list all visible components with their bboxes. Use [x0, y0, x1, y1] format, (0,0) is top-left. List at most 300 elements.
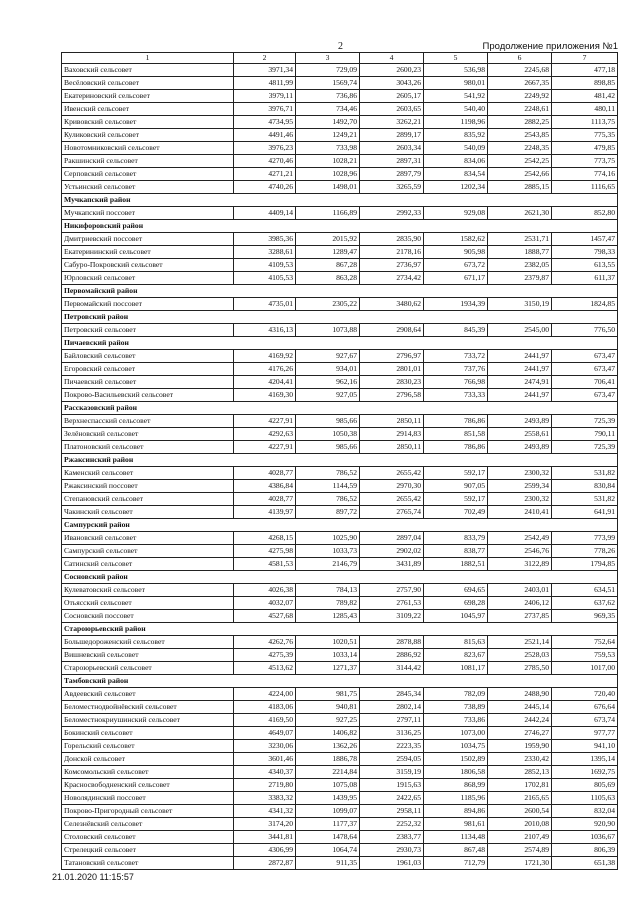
- settlement-name: Пичаевский сельсовет: [62, 376, 234, 389]
- value-cell: 2305,22: [296, 298, 360, 311]
- value-cell: 733,98: [296, 142, 360, 155]
- district-name: Тамбовский район: [62, 675, 618, 688]
- value-cell: 778,26: [552, 545, 618, 558]
- value-cell: 2603,65: [360, 103, 424, 116]
- value-cell: 712,79: [424, 857, 488, 870]
- value-cell: 673,74: [552, 714, 618, 727]
- value-cell: 531,82: [552, 493, 618, 506]
- value-cell: 4105,53: [234, 272, 296, 285]
- district-name: Никифоровский район: [62, 220, 618, 233]
- table-row: [62, 272, 618, 285]
- table-row: [62, 753, 618, 766]
- value-cell: 2546,76: [488, 545, 552, 558]
- appendix-label: Продолжение приложения №1: [482, 41, 618, 52]
- value-cell: 2970,30: [360, 480, 424, 493]
- settlement-name: Мучкапский поссовет: [62, 207, 234, 220]
- value-cell: 3480,62: [360, 298, 424, 311]
- value-cell: 1271,37: [296, 662, 360, 675]
- table-row: [62, 818, 618, 831]
- value-cell: 1249,21: [296, 129, 360, 142]
- value-cell: 2908,64: [360, 324, 424, 337]
- value-cell: 907,05: [424, 480, 488, 493]
- value-cell: 1457,47: [552, 233, 618, 246]
- value-cell: 798,33: [552, 246, 618, 259]
- value-cell: 927,05: [296, 389, 360, 402]
- column-header: 5: [424, 53, 488, 64]
- value-cell: 805,69: [552, 779, 618, 792]
- table-row: [62, 168, 618, 181]
- table-row: [62, 324, 618, 337]
- value-cell: 969,35: [552, 610, 618, 623]
- value-cell: 977,77: [552, 727, 618, 740]
- table-row: [62, 103, 618, 116]
- district-name: Рассказовский район: [62, 402, 618, 415]
- settlement-name: Ивановский сельсовет: [62, 532, 234, 545]
- value-cell: 2521,14: [488, 636, 552, 649]
- value-cell: 4581,53: [234, 558, 296, 571]
- value-cell: 4032,07: [234, 597, 296, 610]
- value-cell: 1105,63: [552, 792, 618, 805]
- value-cell: 651,38: [552, 857, 618, 870]
- value-cell: 3265,59: [360, 181, 424, 194]
- value-cell: 2493,89: [488, 441, 552, 454]
- value-cell: 592,17: [424, 493, 488, 506]
- value-cell: 815,63: [424, 636, 488, 649]
- value-cell: 962,16: [296, 376, 360, 389]
- value-cell: 2594,05: [360, 753, 424, 766]
- value-cell: 4386,84: [234, 480, 296, 493]
- value-cell: 773,75: [552, 155, 618, 168]
- value-cell: 3441,81: [234, 831, 296, 844]
- value-cell: 2765,74: [360, 506, 424, 519]
- value-cell: 479,85: [552, 142, 618, 155]
- value-cell: 4270,46: [234, 155, 296, 168]
- value-cell: 3144,42: [360, 662, 424, 675]
- value-cell: 905,98: [424, 246, 488, 259]
- table-row: [62, 415, 618, 428]
- value-cell: 1033,73: [296, 545, 360, 558]
- settlement-name: Первомайский поссовет: [62, 298, 234, 311]
- value-cell: 911,35: [296, 857, 360, 870]
- value-cell: 2796,58: [360, 389, 424, 402]
- value-cell: 834,06: [424, 155, 488, 168]
- value-cell: 4275,39: [234, 649, 296, 662]
- table-row: [62, 766, 618, 779]
- value-cell: 4292,63: [234, 428, 296, 441]
- value-cell: 2330,42: [488, 753, 552, 766]
- table-row: [62, 155, 618, 168]
- settlement-name: Куликовский сельсовет: [62, 129, 234, 142]
- value-cell: 2442,24: [488, 714, 552, 727]
- value-cell: 1064,74: [296, 844, 360, 857]
- column-header: 4: [360, 53, 424, 64]
- table-row: [62, 129, 618, 142]
- value-cell: 786,52: [296, 493, 360, 506]
- settlement-name: Петровский сельсовет: [62, 324, 234, 337]
- value-cell: 1882,51: [424, 558, 488, 571]
- value-cell: 733,33: [424, 389, 488, 402]
- value-cell: 2223,35: [360, 740, 424, 753]
- value-cell: 898,85: [552, 77, 618, 90]
- value-cell: 1033,14: [296, 649, 360, 662]
- table-row: [62, 207, 618, 220]
- value-cell: 1285,43: [296, 610, 360, 623]
- value-cell: 2599,34: [488, 480, 552, 493]
- table-row: [62, 298, 618, 311]
- table-row: [62, 688, 618, 701]
- value-cell: 1721,30: [488, 857, 552, 870]
- value-cell: 1569,74: [296, 77, 360, 90]
- value-cell: 4227,91: [234, 441, 296, 454]
- value-cell: 2992,33: [360, 207, 424, 220]
- table-row: [62, 376, 618, 389]
- value-cell: 2958,11: [360, 805, 424, 818]
- value-cell: 1144,59: [296, 480, 360, 493]
- value-cell: 823,67: [424, 649, 488, 662]
- value-cell: 4649,07: [234, 727, 296, 740]
- settlement-name: Селезнёвский сельсовет: [62, 818, 234, 831]
- value-cell: 729,09: [296, 64, 360, 77]
- district-name: Ржаксинский район: [62, 454, 618, 467]
- settlement-name: Зелёновский сельсовет: [62, 428, 234, 441]
- value-cell: 1050,38: [296, 428, 360, 441]
- value-cell: 835,92: [424, 129, 488, 142]
- value-cell: 3976,23: [234, 142, 296, 155]
- district-row: [62, 519, 618, 532]
- value-cell: 1185,96: [424, 792, 488, 805]
- value-cell: 4028,77: [234, 493, 296, 506]
- value-cell: 4169,50: [234, 714, 296, 727]
- settlement-name: Чакинский сельсовет: [62, 506, 234, 519]
- value-cell: 4409,14: [234, 207, 296, 220]
- value-cell: 1961,03: [360, 857, 424, 870]
- value-cell: 2015,92: [296, 233, 360, 246]
- value-cell: 3979,11: [234, 90, 296, 103]
- value-cell: 3431,89: [360, 558, 424, 571]
- value-cell: 2621,30: [488, 207, 552, 220]
- value-cell: 2406,12: [488, 597, 552, 610]
- value-cell: 1692,75: [552, 766, 618, 779]
- value-cell: 782,09: [424, 688, 488, 701]
- settlement-name: Красносвободненский сельсовет: [62, 779, 234, 792]
- value-cell: 981,75: [296, 688, 360, 701]
- table-row: [62, 636, 618, 649]
- district-name: Пичаевский район: [62, 337, 618, 350]
- district-row: [62, 220, 618, 233]
- value-cell: 2897,31: [360, 155, 424, 168]
- value-cell: 4262,76: [234, 636, 296, 649]
- value-cell: 786,86: [424, 415, 488, 428]
- value-cell: 4268,15: [234, 532, 296, 545]
- value-cell: 940,81: [296, 701, 360, 714]
- value-cell: 2796,97: [360, 350, 424, 363]
- value-cell: 4028,77: [234, 467, 296, 480]
- value-cell: 4224,00: [234, 688, 296, 701]
- value-cell: 4734,95: [234, 116, 296, 129]
- value-cell: 1395,14: [552, 753, 618, 766]
- value-cell: 2245,68: [488, 64, 552, 77]
- value-cell: 1806,58: [424, 766, 488, 779]
- value-cell: 1017,00: [552, 662, 618, 675]
- table-row: [62, 779, 618, 792]
- value-cell: 2746,27: [488, 727, 552, 740]
- table-row: [62, 259, 618, 272]
- value-cell: 980,01: [424, 77, 488, 90]
- district-row: [62, 337, 618, 350]
- value-cell: 2872,87: [234, 857, 296, 870]
- settlement-name: Каменский сельсовет: [62, 467, 234, 480]
- value-cell: 1036,67: [552, 831, 618, 844]
- value-cell: 3150,19: [488, 298, 552, 311]
- table-row: [62, 506, 618, 519]
- value-cell: 2761,53: [360, 597, 424, 610]
- value-cell: 2300,32: [488, 493, 552, 506]
- district-row: [62, 194, 618, 207]
- value-cell: 673,47: [552, 389, 618, 402]
- table-row: [62, 558, 618, 571]
- value-cell: 611,37: [552, 272, 618, 285]
- value-cell: 867,28: [296, 259, 360, 272]
- settlement-name: Новотомниковский сельсовет: [62, 142, 234, 155]
- value-cell: 1702,81: [488, 779, 552, 792]
- table-row: [62, 480, 618, 493]
- settlement-name: Екатерининский сельсовет: [62, 246, 234, 259]
- column-header: 6: [488, 53, 552, 64]
- value-cell: 733,72: [424, 350, 488, 363]
- column-header: 3: [296, 53, 360, 64]
- value-cell: 2441,97: [488, 350, 552, 363]
- value-cell: 1177,37: [296, 818, 360, 831]
- table-row: [62, 142, 618, 155]
- value-cell: 2835,90: [360, 233, 424, 246]
- value-cell: 2403,01: [488, 584, 552, 597]
- value-cell: 934,01: [296, 363, 360, 376]
- settlement-name: Платоновский сельсовет: [62, 441, 234, 454]
- value-cell: 790,11: [552, 428, 618, 441]
- value-cell: 2845,34: [360, 688, 424, 701]
- value-cell: 2797,11: [360, 714, 424, 727]
- value-cell: 536,98: [424, 64, 488, 77]
- value-cell: 1824,85: [552, 298, 618, 311]
- value-cell: 1959,90: [488, 740, 552, 753]
- table-row: [62, 844, 618, 857]
- value-cell: 2878,88: [360, 636, 424, 649]
- value-cell: 894,86: [424, 805, 488, 818]
- value-cell: 786,52: [296, 467, 360, 480]
- value-cell: 863,28: [296, 272, 360, 285]
- settlement-name: Устьинский сельсовет: [62, 181, 234, 194]
- value-cell: 833,79: [424, 532, 488, 545]
- district-row: [62, 285, 618, 298]
- settlement-name: Кулеватовский сельсовет: [62, 584, 234, 597]
- value-cell: 2897,04: [360, 532, 424, 545]
- value-cell: 737,76: [424, 363, 488, 376]
- value-cell: 2930,73: [360, 844, 424, 857]
- table-row: [62, 584, 618, 597]
- value-cell: 2252,32: [360, 818, 424, 831]
- value-cell: 2300,32: [488, 467, 552, 480]
- value-cell: 706,41: [552, 376, 618, 389]
- value-cell: 1166,89: [296, 207, 360, 220]
- settlement-name: Вишневский сельсовет: [62, 649, 234, 662]
- value-cell: 4341,32: [234, 805, 296, 818]
- value-cell: 2542,25: [488, 155, 552, 168]
- value-cell: 2248,35: [488, 142, 552, 155]
- value-cell: 1075,08: [296, 779, 360, 792]
- value-cell: 2542,49: [488, 532, 552, 545]
- value-cell: 1492,70: [296, 116, 360, 129]
- value-cell: 2785,50: [488, 662, 552, 675]
- value-cell: 4169,30: [234, 389, 296, 402]
- value-cell: 2600,54: [488, 805, 552, 818]
- value-cell: 4139,97: [234, 506, 296, 519]
- value-cell: 734,46: [296, 103, 360, 116]
- value-cell: 2850,11: [360, 441, 424, 454]
- table-row: [62, 116, 618, 129]
- value-cell: 2474,91: [488, 376, 552, 389]
- value-cell: 2897,79: [360, 168, 424, 181]
- value-cell: 1034,75: [424, 740, 488, 753]
- value-cell: 2531,71: [488, 233, 552, 246]
- value-cell: 2488,90: [488, 688, 552, 701]
- value-cell: 1794,85: [552, 558, 618, 571]
- value-cell: 3043,26: [360, 77, 424, 90]
- value-cell: 2655,42: [360, 493, 424, 506]
- district-row: [62, 454, 618, 467]
- district-row: [62, 311, 618, 324]
- table-row: [62, 597, 618, 610]
- settlement-name: Сатинский сельсовет: [62, 558, 234, 571]
- settlement-name: Столовский сельсовет: [62, 831, 234, 844]
- footer-timestamp: 21.01.2020 11:15:57: [52, 872, 134, 882]
- value-cell: 4811,99: [234, 77, 296, 90]
- value-cell: 2542,66: [488, 168, 552, 181]
- value-cell: 3601,46: [234, 753, 296, 766]
- value-cell: 2441,97: [488, 363, 552, 376]
- value-cell: 3262,21: [360, 116, 424, 129]
- value-cell: 786,86: [424, 441, 488, 454]
- value-cell: 985,66: [296, 441, 360, 454]
- value-cell: 1073,00: [424, 727, 488, 740]
- value-cell: 2165,65: [488, 792, 552, 805]
- value-cell: 698,28: [424, 597, 488, 610]
- value-cell: 2528,03: [488, 649, 552, 662]
- value-cell: 2107,49: [488, 831, 552, 844]
- value-cell: 720,40: [552, 688, 618, 701]
- settlement-name: Беломестнокриушинский сельсовет: [62, 714, 234, 727]
- value-cell: 2558,61: [488, 428, 552, 441]
- table-row: [62, 727, 618, 740]
- settlement-name: Верхнеспасский сельсовет: [62, 415, 234, 428]
- value-cell: 733,86: [424, 714, 488, 727]
- value-cell: 738,89: [424, 701, 488, 714]
- value-cell: 4169,92: [234, 350, 296, 363]
- settlement-name: Ржаксинский поссовет: [62, 480, 234, 493]
- value-cell: 531,82: [552, 467, 618, 480]
- value-cell: 2899,17: [360, 129, 424, 142]
- value-cell: 694,65: [424, 584, 488, 597]
- value-cell: 2852,13: [488, 766, 552, 779]
- value-cell: 2600,23: [360, 64, 424, 77]
- value-cell: 4275,98: [234, 545, 296, 558]
- district-row: [62, 623, 618, 636]
- value-cell: 4491,46: [234, 129, 296, 142]
- value-cell: 2850,11: [360, 415, 424, 428]
- value-cell: 4735,01: [234, 298, 296, 311]
- value-cell: 2902,02: [360, 545, 424, 558]
- value-cell: 1045,97: [424, 610, 488, 623]
- value-cell: 4109,53: [234, 259, 296, 272]
- value-cell: 1134,48: [424, 831, 488, 844]
- table-row: [62, 441, 618, 454]
- value-cell: 806,39: [552, 844, 618, 857]
- table-row: [62, 363, 618, 376]
- settlement-name: Покрово-Пригородный сельсовет: [62, 805, 234, 818]
- column-header: 1: [62, 53, 234, 64]
- value-cell: 784,13: [296, 584, 360, 597]
- value-cell: 1116,65: [552, 181, 618, 194]
- value-cell: 673,47: [552, 350, 618, 363]
- value-cell: 4740,26: [234, 181, 296, 194]
- value-cell: 851,58: [424, 428, 488, 441]
- settlement-name: Новолядинский поссовет: [62, 792, 234, 805]
- value-cell: 3174,20: [234, 818, 296, 831]
- table-row: [62, 714, 618, 727]
- value-cell: 3136,25: [360, 727, 424, 740]
- table-row: [62, 467, 618, 480]
- settlement-name: Отьясский сельсовет: [62, 597, 234, 610]
- value-cell: 4513,62: [234, 662, 296, 675]
- header-row: [62, 53, 618, 64]
- value-cell: 766,98: [424, 376, 488, 389]
- value-cell: 634,51: [552, 584, 618, 597]
- value-cell: 789,82: [296, 597, 360, 610]
- value-cell: 541,92: [424, 90, 488, 103]
- district-name: Мучкапский район: [62, 194, 618, 207]
- value-cell: 1362,26: [296, 740, 360, 753]
- table-row: [62, 64, 618, 77]
- value-cell: 673,47: [552, 363, 618, 376]
- value-cell: 2830,23: [360, 376, 424, 389]
- settlement-name: Сабуро-Покровский сельсовет: [62, 259, 234, 272]
- value-cell: 676,64: [552, 701, 618, 714]
- value-cell: 2441,97: [488, 389, 552, 402]
- table-row: [62, 649, 618, 662]
- settlement-name: Весёловский сельсовет: [62, 77, 234, 90]
- value-cell: 985,66: [296, 415, 360, 428]
- value-cell: 673,72: [424, 259, 488, 272]
- settlement-name: Беломестнодвойнёвский сельсовет: [62, 701, 234, 714]
- value-cell: 2801,01: [360, 363, 424, 376]
- value-cell: 2422,65: [360, 792, 424, 805]
- value-cell: 1081,17: [424, 662, 488, 675]
- settlement-name: Екатериновский сельсовет: [62, 90, 234, 103]
- value-cell: 613,55: [552, 259, 618, 272]
- value-cell: 2886,92: [360, 649, 424, 662]
- settlement-name: Сосновский поссовет: [62, 610, 234, 623]
- value-cell: 832,04: [552, 805, 618, 818]
- district-name: Петровский район: [62, 311, 618, 324]
- value-cell: 2010,08: [488, 818, 552, 831]
- value-cell: 2736,97: [360, 259, 424, 272]
- value-cell: 2493,89: [488, 415, 552, 428]
- value-cell: 725,39: [552, 415, 618, 428]
- value-cell: 845,39: [424, 324, 488, 337]
- settlement-name: Авдеевский сельсовет: [62, 688, 234, 701]
- column-header: 2: [234, 53, 296, 64]
- value-cell: 927,67: [296, 350, 360, 363]
- value-cell: 1406,82: [296, 727, 360, 740]
